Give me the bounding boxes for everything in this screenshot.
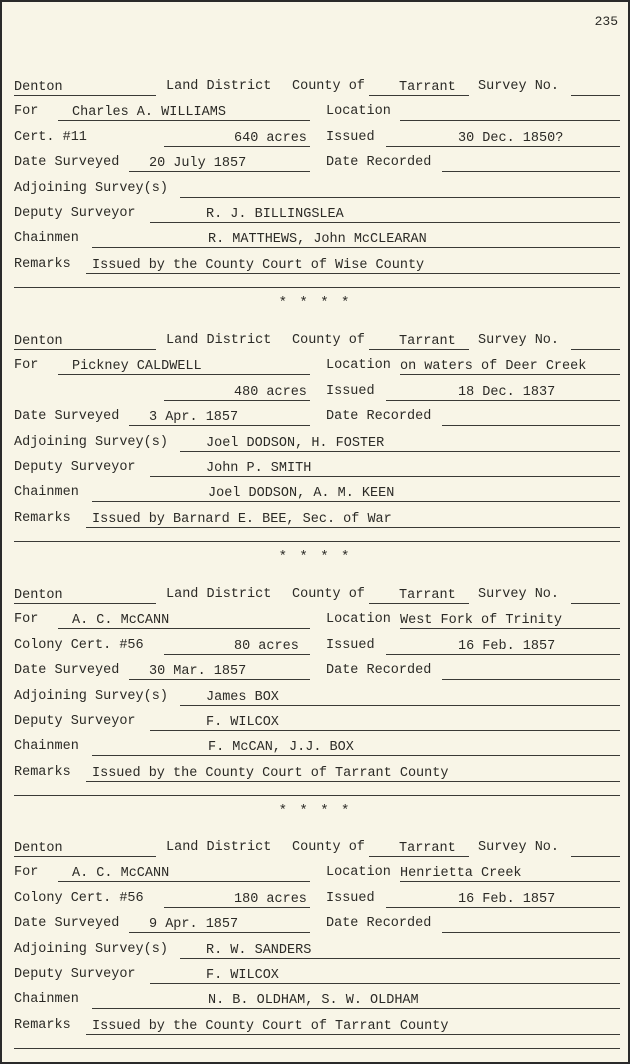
chainmen-value-line [92, 988, 620, 1009]
date-surveyed-value-line [129, 151, 310, 172]
grantee-value-line [58, 861, 310, 882]
issued-value-line [386, 380, 620, 401]
record-row [14, 960, 620, 986]
grantee-value-line [58, 608, 310, 629]
acres-value: 480 acres [234, 384, 307, 400]
deputy-surveyor-value: F. WILCOX [206, 715, 279, 730]
record-row [14, 72, 620, 98]
county-value: Tarrant [399, 588, 456, 603]
certificate-label: Cert. #11 [14, 129, 87, 145]
record-row [14, 580, 620, 606]
county-value-line [369, 329, 469, 350]
date-surveyed-value-line [129, 659, 310, 680]
date-surveyed-label: Date Surveyed [14, 155, 120, 171]
district-value: Denton [14, 588, 63, 603]
grantee-value: A. C. McCANN [72, 866, 170, 882]
blank-rule [14, 541, 620, 542]
deputy-surveyor-value: R. J. BILLINGSLEA [206, 207, 344, 222]
acres-value: 180 acres [234, 891, 307, 907]
deputy-surveyor-value-line [150, 202, 362, 223]
location-value-line [400, 861, 620, 882]
grantee-value: A. C. McCANN [72, 613, 170, 629]
remarks-value: Issued by the County Court of Tarrant County [92, 1018, 449, 1034]
survey-no-value-line [571, 583, 620, 604]
date-recorded-label: Date Recorded [326, 663, 432, 679]
deputy-surveyor-value-line [150, 710, 362, 731]
acres-value-line [164, 634, 310, 655]
survey-no-label: Survey No. [478, 840, 560, 855]
date-recorded-value-line [442, 912, 620, 933]
record-row [14, 884, 620, 910]
date-recorded-value-line [442, 151, 620, 172]
deputy-surveyor-extra-line [362, 456, 620, 477]
chainmen-label: Chainmen [14, 992, 79, 1008]
record-row [14, 351, 620, 377]
record-row [14, 682, 620, 708]
location-value-line [400, 354, 620, 375]
district-value: Denton [14, 334, 63, 349]
date-recorded-label: Date Recorded [326, 155, 432, 171]
survey-no-value-line [571, 75, 620, 96]
record-separator: * * * * [278, 549, 352, 566]
record-row [14, 250, 620, 276]
remarks-value-line [86, 507, 620, 528]
land-district-label: Land District [166, 333, 272, 348]
date-surveyed-value-line [129, 912, 310, 933]
for-label: For [14, 612, 39, 628]
location-label: Location [326, 612, 391, 628]
record-row [14, 935, 620, 961]
date-surveyed-value: 3 Apr. 1857 [149, 410, 239, 426]
for-label: For [14, 865, 39, 881]
deputy-surveyor-label: Deputy Surveyor [14, 206, 136, 221]
page-number: 235 [594, 14, 618, 29]
record-row [14, 123, 620, 149]
deputy-surveyor-label: Deputy Surveyor [14, 967, 136, 982]
location-value-line [400, 100, 620, 121]
record-row [14, 833, 620, 859]
remarks-label: Remarks [14, 1017, 71, 1033]
grantee-value: Pickney CALDWELL [72, 359, 202, 375]
chainmen-value-line [92, 735, 620, 756]
record-row [14, 174, 620, 200]
adjoining-value-line [180, 431, 620, 452]
adjoining-label: Adjoining Survey(s) [14, 688, 168, 704]
issued-value: 16 Feb. 1857 [458, 638, 556, 654]
date-surveyed-value-line [129, 405, 310, 426]
county-value-line [369, 75, 469, 96]
county-value-line [369, 583, 469, 604]
chainmen-value: F. McCAN, J.J. BOX [208, 740, 354, 756]
record-row [14, 605, 620, 631]
land-district-label: Land District [166, 587, 272, 602]
adjoining-label: Adjoining Survey(s) [14, 434, 168, 450]
district-value: Denton [14, 841, 63, 856]
grantee-value: Charles A. WILLIAMS [72, 105, 226, 121]
record-row [14, 428, 620, 454]
record-row [14, 453, 620, 479]
location-value: on waters of Deer Creek [400, 359, 587, 375]
record-row [14, 909, 620, 935]
acres-value-line [164, 380, 310, 401]
date-surveyed-label: Date Surveyed [14, 409, 120, 425]
chainmen-label: Chainmen [14, 231, 79, 247]
district-value-line [14, 836, 156, 857]
record-separator: * * * * [278, 803, 352, 820]
record-row [14, 478, 620, 504]
issued-value: 18 Dec. 1837 [458, 384, 556, 400]
chainmen-label: Chainmen [14, 739, 79, 755]
issued-value: 30 Dec. 1850? [458, 130, 564, 146]
remarks-value-line [86, 1014, 620, 1035]
deputy-surveyor-value: John P. SMITH [206, 461, 312, 476]
remarks-value: Issued by the County Court of Tarrant County [92, 765, 449, 781]
location-label: Location [326, 104, 391, 120]
record-row [14, 656, 620, 682]
location-value-line [400, 608, 620, 629]
acres-value-line [164, 887, 310, 908]
issued-value-line [386, 126, 620, 147]
remarks-value: Issued by the County Court of Wise County [92, 257, 425, 273]
record-row [14, 148, 620, 174]
acres-value: 80 acres [234, 638, 299, 654]
county-value: Tarrant [399, 334, 456, 349]
land-district-label: Land District [166, 840, 272, 855]
district-value-line [14, 75, 156, 96]
acres-value-line [164, 126, 310, 147]
county-of-label: County of [292, 333, 365, 348]
district-value: Denton [14, 80, 63, 95]
date-surveyed-value: 9 Apr. 1857 [149, 917, 239, 933]
county-value: Tarrant [399, 841, 456, 856]
adjoining-value: James BOX [206, 689, 279, 705]
record-row [14, 402, 620, 428]
issued-value-line [386, 887, 620, 908]
remarks-value: Issued by Barnard E. BEE, Sec. of War [92, 511, 392, 527]
survey-no-value-line [571, 836, 620, 857]
record-row [14, 732, 620, 758]
date-recorded-value-line [442, 405, 620, 426]
record-row [14, 631, 620, 657]
county-of-label: County of [292, 840, 365, 855]
issued-value: 16 Feb. 1857 [458, 891, 556, 907]
grantee-value-line [58, 354, 310, 375]
county-value-line [369, 836, 469, 857]
remarks-label: Remarks [14, 256, 71, 272]
date-surveyed-value: 20 July 1857 [149, 156, 247, 172]
district-value-line [14, 583, 156, 604]
survey-no-value-line [571, 329, 620, 350]
record-row [14, 199, 620, 225]
certificate-label: Colony Cert. #56 [14, 637, 144, 653]
date-surveyed-label: Date Surveyed [14, 663, 120, 679]
record-row [14, 504, 620, 530]
record-row [14, 1011, 620, 1037]
date-recorded-label: Date Recorded [326, 409, 432, 425]
date-recorded-value-line [442, 659, 620, 680]
deputy-surveyor-label: Deputy Surveyor [14, 714, 136, 729]
chainmen-value-line [92, 481, 620, 502]
grantee-value-line [58, 100, 310, 121]
issued-label: Issued [326, 637, 375, 653]
record-row [14, 377, 620, 403]
location-label: Location [326, 358, 391, 374]
record-row [14, 758, 620, 784]
county-of-label: County of [292, 79, 365, 94]
certificate-label: Colony Cert. #56 [14, 890, 144, 906]
location-label: Location [326, 865, 391, 881]
blank-rule [14, 1048, 620, 1049]
blank-rule [14, 795, 620, 796]
adjoining-value-line [180, 177, 620, 198]
remarks-value-line [86, 761, 620, 782]
survey-no-label: Survey No. [478, 79, 560, 94]
adjoining-value-line [180, 938, 620, 959]
chainmen-value-line [92, 227, 620, 248]
remarks-value-line [86, 253, 620, 274]
remarks-label: Remarks [14, 764, 71, 780]
record-row [14, 224, 620, 250]
for-label: For [14, 358, 39, 374]
deputy-surveyor-extra-line [362, 963, 620, 984]
blank-rule [14, 287, 620, 288]
deputy-surveyor-value-line [150, 963, 362, 984]
chainmen-value: Joel DODSON, A. M. KEEN [208, 486, 395, 502]
deputy-surveyor-value: F. WILCOX [206, 968, 279, 983]
record-row [14, 707, 620, 733]
issued-value-line [386, 634, 620, 655]
adjoining-value: R. W. SANDERS [206, 942, 312, 958]
district-value-line [14, 329, 156, 350]
remarks-label: Remarks [14, 510, 71, 526]
location-value: Henrietta Creek [400, 866, 522, 882]
adjoining-value: Joel DODSON, H. FOSTER [206, 435, 385, 451]
record-row [14, 858, 620, 884]
issued-label: Issued [326, 890, 375, 906]
date-surveyed-label: Date Surveyed [14, 916, 120, 932]
deputy-surveyor-extra-line [362, 202, 620, 223]
land-district-label: Land District [166, 79, 272, 94]
acres-value: 640 acres [234, 130, 307, 146]
record-row [14, 985, 620, 1011]
location-value: West Fork of Trinity [400, 613, 563, 629]
survey-no-label: Survey No. [478, 333, 560, 348]
chainmen-value: N. B. OLDHAM, S. W. OLDHAM [208, 993, 419, 1009]
record-row [14, 97, 620, 123]
chainmen-value: R. MATTHEWS, John McCLEARAN [208, 232, 427, 248]
deputy-surveyor-label: Deputy Surveyor [14, 460, 136, 475]
record-row [14, 326, 620, 352]
record-separator: * * * * [278, 295, 352, 312]
adjoining-value-line [180, 685, 620, 706]
deputy-surveyor-value-line [150, 456, 362, 477]
county-of-label: County of [292, 587, 365, 602]
deputy-surveyor-extra-line [362, 710, 620, 731]
issued-label: Issued [326, 129, 375, 145]
county-value: Tarrant [399, 80, 456, 95]
date-recorded-label: Date Recorded [326, 916, 432, 932]
adjoining-label: Adjoining Survey(s) [14, 941, 168, 957]
adjoining-label: Adjoining Survey(s) [14, 180, 168, 196]
for-label: For [14, 104, 39, 120]
chainmen-label: Chainmen [14, 485, 79, 501]
survey-no-label: Survey No. [478, 587, 560, 602]
date-surveyed-value: 30 Mar. 1857 [149, 664, 247, 680]
issued-label: Issued [326, 383, 375, 399]
